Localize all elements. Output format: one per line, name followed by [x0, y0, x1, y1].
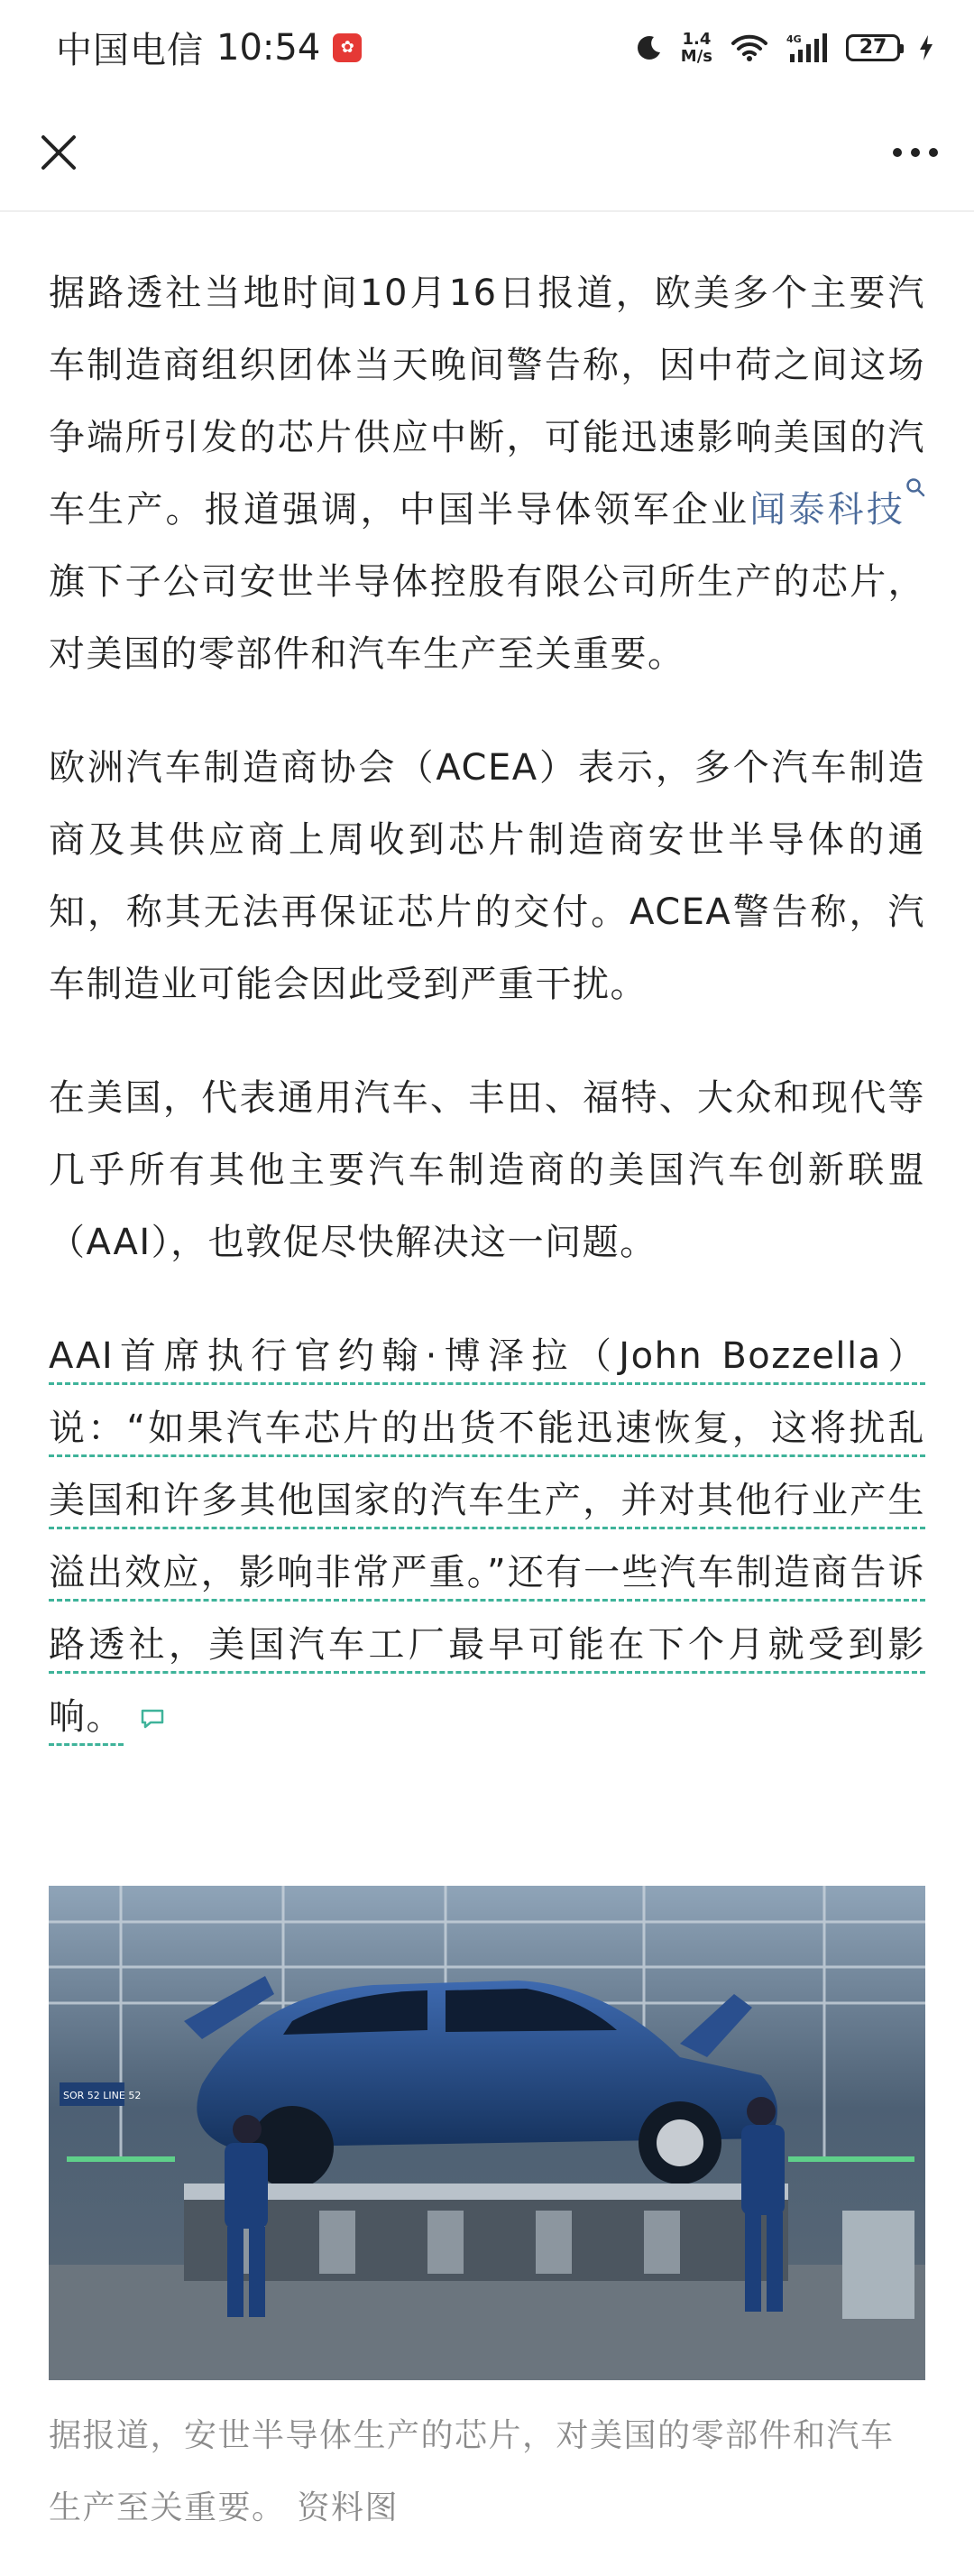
- paragraph-3: 在美国，代表通用汽车、丰田、福特、大众和现代等几乎所有其他主要汽车制造商的美国汽车创新联盟（AAI），也敦促尽快解决这一问题。: [49, 1077, 925, 1263]
- company-link-label: 闻泰科技: [749, 489, 906, 531]
- more-icon: [891, 146, 940, 159]
- clock: 10:54: [216, 26, 321, 69]
- paragraph-1-text-end: 旗下子公司安世半导体控股有限公司所生产的芯片，对美国的零部件和汽车生产至关重要。: [49, 561, 925, 675]
- network-speed-value: 1.4: [682, 29, 712, 49]
- battery-indicator: [846, 34, 900, 61]
- article-image[interactable]: [49, 1886, 925, 2380]
- status-bar: [0, 0, 974, 95]
- line-sign: SOR 52 LINE 52: [63, 2090, 142, 2101]
- app-notification-icon: ✿: [333, 33, 362, 62]
- highlighted-quote[interactable]: AAI首席执行官约翰·博泽拉（John Bozzella）说：“如果汽车芯片的出货不能迅速恢复，这将扰乱美国和许多其他国家的汽车生产，并对其他行业产生溢出效应，影响非常严重。”还有一些汽车制造商告诉路透社，美国汽车工厂最早可能在下个月就受到影响。: [49, 1335, 925, 1746]
- paragraph-1: [49, 257, 925, 690]
- top-navigation: [0, 95, 974, 212]
- battery-level: 27: [859, 36, 887, 59]
- more-options-button[interactable]: [884, 121, 947, 184]
- article-body: [49, 257, 925, 1795]
- comment-icon[interactable]: [140, 1708, 165, 1730]
- network-type: 4G: [786, 32, 802, 45]
- company-link[interactable]: [749, 489, 925, 531]
- close-icon: [40, 134, 78, 171]
- wifi-icon: [730, 33, 768, 62]
- search-icon: [905, 477, 925, 499]
- network-speed: [681, 31, 712, 65]
- factory-photo: [49, 1886, 925, 2380]
- status-left: [56, 22, 362, 73]
- network-speed-unit: M/s: [680, 46, 712, 66]
- carrier-label: 中国电信: [56, 30, 204, 71]
- paragraph-2: 欧洲汽车制造商协会（ACEA）表示，多个汽车制造商及其供应商上周收到芯片制造商安世半导体的通知，称其无法再保证芯片的交付。ACEA警告称，汽车制造业可能会因此受到严重干扰。: [49, 747, 925, 1005]
- image-caption: 据报道，安世半导体生产的芯片，对美国的零部件和汽车生产至关重要。 资料图: [49, 2417, 895, 2526]
- paragraph-1-text: 据路透社当地时间10月16日报道，欧美多个主要汽车制造商组织团体当天晚间警告称，因中荷之间这场争端所引发的芯片供应中断，可能迅速影响美国的汽车生产。报道强调，中国半导体领军企业: [49, 272, 925, 531]
- charging-icon: [918, 34, 934, 61]
- signal-icon: [786, 32, 828, 63]
- status-right: [636, 31, 934, 65]
- paragraph-4[interactable]: [49, 1320, 925, 1753]
- close-button[interactable]: [27, 121, 90, 184]
- moon-icon: [636, 34, 663, 61]
